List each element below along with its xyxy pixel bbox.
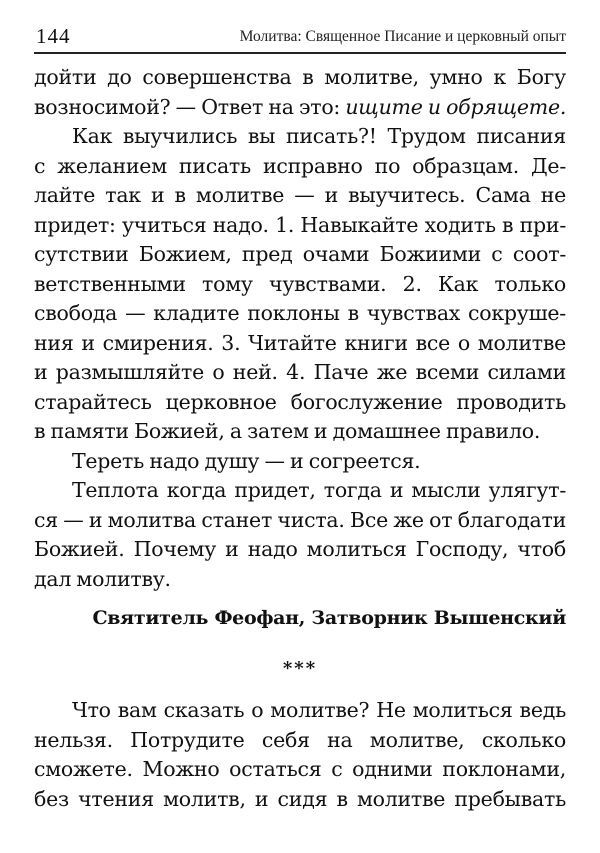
paragraph-first-line: Как выучились вы писать?! Трудом писания: [72, 124, 566, 148]
paragraph-first-line: Тереть надо душу — и согреется.: [72, 448, 421, 473]
text-line: нельзя. Потрудите себя на молитве, сколько: [34, 727, 566, 752]
text-line: ветственными тому чувствами. 2. Как только: [34, 271, 566, 296]
text-line: свобода — кладите поклоны в чувствах сокруше-: [34, 301, 566, 325]
text-line: дойти до совершенства в молитве, умно к Богу: [34, 65, 566, 89]
emphasis-text: ищите и обрящете.: [345, 94, 567, 119]
text-line: сможете. Можно остаться с одними поклонами,: [34, 757, 566, 781]
text-line: в памяти Божией, а затем и домашнее правило.: [34, 419, 541, 443]
section-separator: ***: [282, 658, 318, 679]
page-number: 144: [36, 24, 71, 48]
page-body: [34, 63, 566, 814]
text-line: придет: учиться надо. 1. Навыкайте ходить в при-: [34, 212, 566, 237]
running-title: Молитва: Священное Писание и церковный опыт: [239, 28, 566, 45]
text-line: ся — и молитва станет чиста. Все же от благодати: [34, 507, 566, 532]
text-line: ния и смирения. 3. Читайте книги все о молитве: [34, 330, 566, 355]
paragraph-first-line: Что вам сказать о молитве? Не молиться ведь: [72, 698, 566, 722]
text-line: с желанием писать исправно по образцам. Де-: [34, 153, 566, 178]
text-segment: возносимой? — Ответ на это:: [34, 94, 346, 119]
page-header: [34, 22, 566, 54]
text-line: старайтесь церковное богослужение проводить: [34, 389, 566, 414]
text-line: без чтения молитв, и сидя в молитве пребывать: [34, 786, 566, 811]
text-line: дал молитву.: [34, 566, 171, 591]
paragraph-first-line: Теплота когда придет, тогда и мысли улягут-: [72, 478, 566, 502]
attribution-author: Святитель Феофан, Затворник Вышенский: [92, 607, 566, 629]
text-line: и размышляйте о ней. 4. Паче же всеми силами: [34, 360, 566, 384]
text-line: [34, 93, 566, 123]
text-line: лайте так и в молитве — и выучитесь. Сама не: [34, 183, 566, 207]
text-line: сутствии Божием, пред очами Божиими с соот-: [34, 242, 566, 266]
text-line: Божией. Почему и надо молиться Господу, чтоб: [34, 537, 566, 561]
